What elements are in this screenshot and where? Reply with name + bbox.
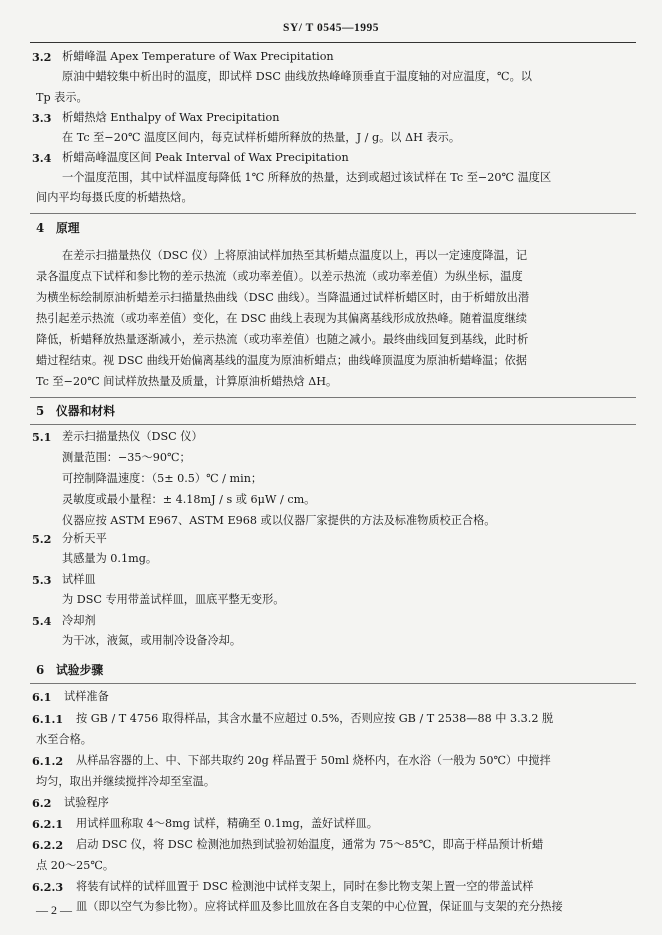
spec-line: 可控制降温速度：（5± 0.5）℃ / min； — [62, 472, 263, 485]
paragraph-line: 从样品容器的上、中、下部共取约 20g 样品置于 50ml 烧杯内，在水浴（一般为 50℃）中搅拌 — [76, 754, 551, 767]
section-number: 6.2.3 — [32, 880, 64, 894]
section-title: 试验步骤 — [56, 663, 104, 677]
section-number: 4 — [36, 221, 45, 235]
paragraph-line: 均匀，取出并继续搅拌冷却至室温。 — [36, 775, 216, 788]
section-number: 6.1.1 — [32, 712, 64, 726]
section-number: 5.2 — [32, 532, 52, 546]
paragraph-line: 间内平均每摄氏度的析蜡热焓。 — [36, 191, 193, 204]
section-title: 试样准备 — [64, 690, 109, 703]
section-divider — [30, 683, 636, 684]
section-number: 6 — [36, 663, 45, 677]
paragraph-line: Tp 表示。 — [36, 91, 88, 104]
paragraph-line: 一个温度范围，其中试样温度每降低 1℃ 所释放的热量，达到或超过该试样在 Tc 至−20℃ 温度区 — [62, 171, 552, 184]
section-title: 析蜡高峰温度区间 Peak Interval of Wax Precipitation — [62, 151, 349, 164]
section-title: 原理 — [56, 221, 80, 235]
paragraph-line: 在差示扫描量热仪（DSC 仪）上将原油试样加热至其析蜡点温度以上，再以一定速度降温，记 — [62, 249, 528, 262]
paragraph-line: 热引起差示热流（或功率差值）变化，在 DSC 曲线上表现为其偏离基线形成放热峰。随着温度继续 — [36, 312, 527, 325]
section-title: 试样皿 — [62, 573, 96, 586]
section-divider — [30, 397, 636, 398]
paragraph-line: 用试样皿称取 4～8mg 试样，精确至 0.1mg，盖好试样皿。 — [76, 817, 378, 830]
section-number: 5 — [36, 404, 45, 418]
paragraph-line — [36, 900, 563, 914]
paragraph-line: 水至合格。 — [36, 733, 92, 746]
page-number: — 2 — — [36, 903, 72, 917]
section-title: 析蜡峰温 Apex Temperature of Wax Precipitation — [62, 50, 334, 63]
section-number: 6.1.2 — [32, 754, 64, 768]
paragraph-line: 在 Tc 至−20℃ 温度区间内，每克试样析蜡所释放的热量，J / g。以 ΔH 表示。 — [62, 131, 461, 144]
section-title: 析蜡热焓 Enthalpy of Wax Precipitation — [62, 111, 280, 124]
section-number: 5.4 — [32, 614, 52, 628]
paragraph-line: 为干冰，液氮，或用制冷设备冷却。 — [62, 634, 242, 647]
spec-line: 测量范围：−35～90℃； — [62, 451, 191, 464]
section-number: 3.2 — [32, 50, 52, 64]
spec-line: 仪器应按 ASTM E967、ASTM E968 或以仪器厂家提供的方法及标准物质校正合格。 — [62, 514, 496, 527]
spec-line: 灵敏度或最小量程：± 4.18mJ / s 或 6μW / cm。 — [62, 493, 316, 506]
section-divider — [30, 424, 636, 425]
section-number: 6.2.2 — [32, 838, 64, 852]
section-number: 3.4 — [32, 151, 52, 165]
paragraph-line: 启动 DSC 仪，将 DSC 检测池加热到试验初始温度，通常为 75～85℃，即高于样品预计析蜡 — [76, 838, 544, 851]
header-rule — [30, 42, 636, 43]
section-title: 分析天平 — [62, 532, 107, 545]
paragraph-line: 按 GB / T 4756 取得样品，其含水量不应超过 0.5%，否则应按 GB / T 2538—88 中 3.3.2 脱 — [76, 712, 554, 725]
section-title: 差示扫描量热仪（DSC 仪） — [62, 430, 203, 443]
paragraph-line: 将装有试样的试样皿置于 DSC 检测池中试样支架上，同时在参比物支架上置一空的带盖试样 — [76, 880, 534, 893]
paragraph-line: 原油中蜡较集中析出时的温度，即试样 DSC 曲线放热峰峰顶垂直于温度轴的对应温度，℃。以 — [62, 70, 532, 83]
paragraph-line: 录各温度点下试样和参比物的差示热流（或功率差值）。以差示热流（或功率差值）为纵坐标，温度 — [36, 270, 523, 283]
section-number: 3.3 — [32, 111, 52, 125]
section-number: 5.3 — [32, 573, 52, 587]
paragraph-line: 为 DSC 专用带盖试样皿，皿底平整无变形。 — [62, 593, 285, 606]
section-number: 5.1 — [32, 430, 52, 444]
paragraph-line: 蜡过程结束。视 DSC 曲线开始偏离基线的温度为原油析蜡点；曲线峰顶温度为原油析蜡峰温；依据 — [36, 354, 527, 367]
paragraph-text: 皿（即以空气为参比物）。应将试样皿及参比皿放在各自支架的中心位置，保证皿与支架的充分热接 — [76, 900, 563, 913]
section-title: 冷却剂 — [62, 614, 96, 627]
section-number: 6.2.1 — [32, 817, 64, 831]
paragraph-line: 其感量为 0.1mg。 — [62, 552, 158, 565]
paragraph-line: Tc 至−20℃ 间试样放热量及质量，计算原油析蜡热焓 ΔH。 — [36, 375, 338, 388]
standard-code-header: SY/ T 0545—1995 — [283, 22, 379, 34]
section-title: 试验程序 — [64, 796, 109, 809]
section-number: 6.1 — [32, 690, 52, 704]
paragraph-line: 降低，析蜡释放热量逐渐减小，差示热流（或功率差值）也随之减小。最终曲线回复到基线，此时析 — [36, 333, 529, 346]
section-title: 仪器和材料 — [56, 404, 115, 418]
section-divider — [30, 213, 636, 214]
paragraph-line: 点 20～25℃。 — [36, 859, 115, 872]
section-number: 6.2 — [32, 796, 52, 810]
paragraph-line: 为横坐标绘制原油析蜡差示扫描量热曲线（DSC 曲线）。当降温通过试样析蜡区时，由于析蜡放出潜 — [36, 291, 530, 304]
